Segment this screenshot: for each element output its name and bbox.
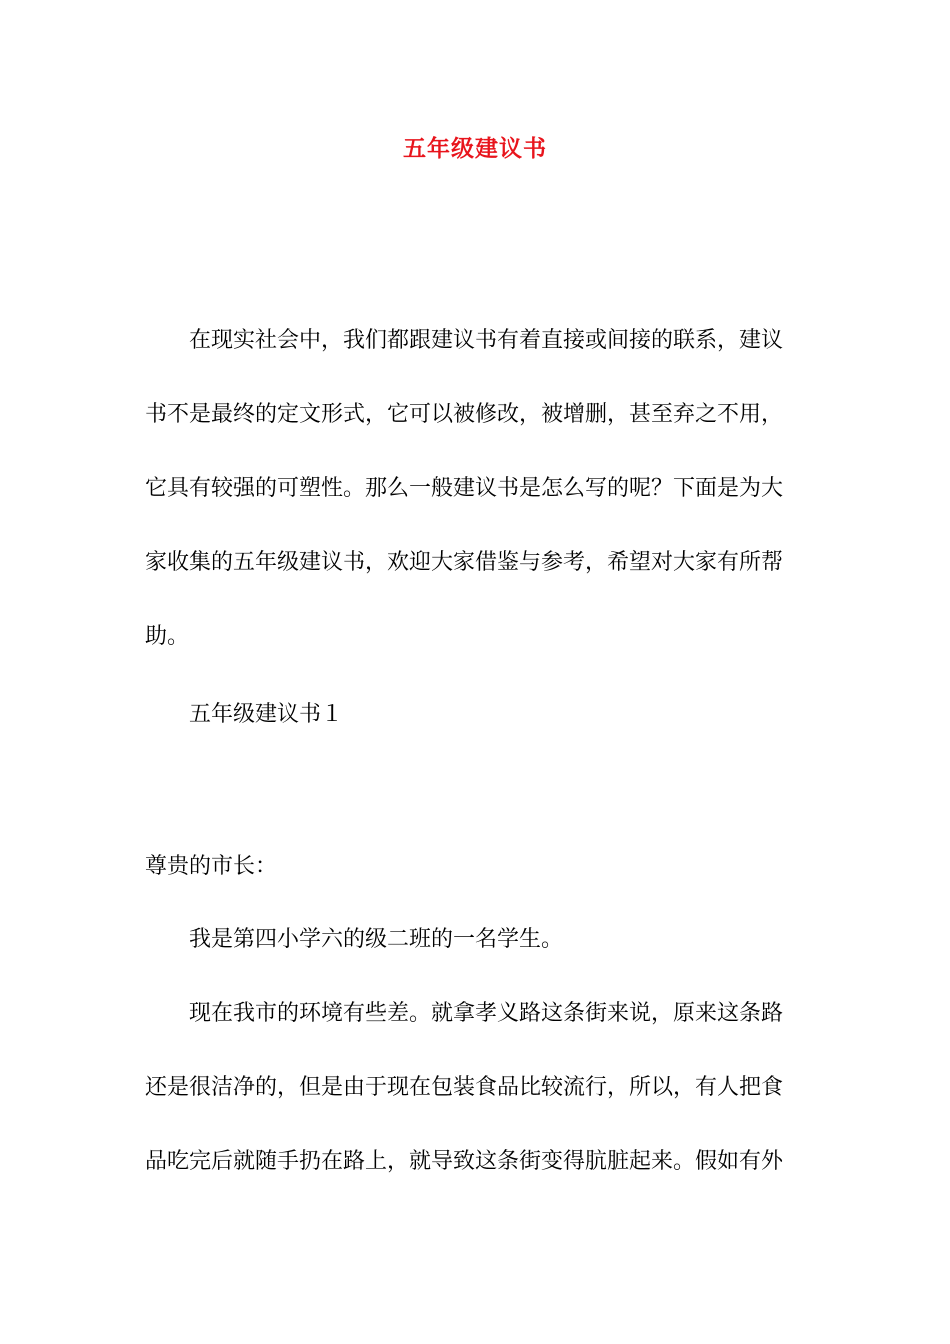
document-title: 五年级建议书 — [403, 135, 547, 162]
intro-line: 它具有较强的可塑性。那么一般建议书是怎么写的呢？下面是为大 — [145, 476, 784, 501]
intro-line: 在现实社会中，我们都跟建议书有着直接或间接的联系，建议 — [189, 328, 784, 353]
paragraph-line: 还是很洁净的，但是由于现在包装食品比较流行，所以，有人把食 — [145, 1075, 784, 1100]
paragraph-line: 品吃完后就随手扔在路上，就导致这条街变得肮脏起来。假如有外 — [145, 1149, 784, 1174]
paragraph: 我是第四小学六的级二班的一名学生。 — [189, 927, 564, 952]
intro-line: 书不是最终的定文形式，它可以被修改，被增删，甚至弃之不用， — [145, 402, 784, 427]
section-heading: 五年级建议书１ — [189, 702, 344, 727]
salutation: 尊贵的市长： — [145, 854, 278, 879]
intro-line: 助。 — [145, 624, 190, 649]
paragraph-line: 现在我市的环境有些差。就拿孝义路这条街来说，原来这条路 — [189, 1001, 784, 1026]
intro-line: 家收集的五年级建议书，欢迎大家借鉴与参考，希望对大家有所帮 — [145, 550, 784, 575]
